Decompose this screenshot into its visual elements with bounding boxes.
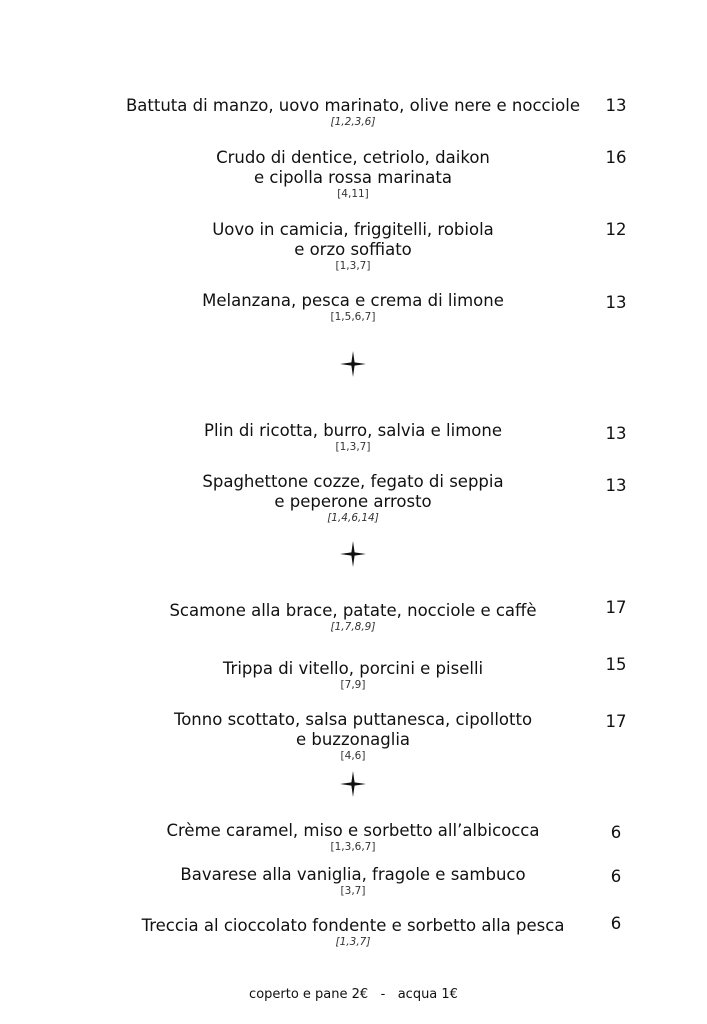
menu-item [110,601,596,634]
allergen-codes: [4,6] [340,750,366,762]
menu-item [110,220,596,273]
footer-divider: - [380,987,386,1002]
allergen-codes: [7,9] [340,679,366,691]
dish-price: 13 [605,424,627,443]
menu-item [110,96,596,129]
dish-name-line-2: e cipolla rossa marinata [254,168,452,187]
dish-name-line-2: e buzzonaglia [295,730,411,749]
cover-charge: coperto e pane 2€ [249,987,369,1002]
menu-item [110,821,596,854]
dish-price: 6 [610,914,622,933]
dish-name: Bavarese alla vaniglia, fragole e sambuco [180,865,526,884]
dish-price: 6 [610,867,622,886]
menu-item [110,421,596,454]
menu-item [110,291,596,324]
footer-note [0,987,707,1002]
allergen-codes: [1,3,7] [335,260,371,272]
four-point-star-icon [338,349,368,379]
dish-price: 6 [610,823,622,842]
allergen-codes: [1,2,3,6] [330,116,376,128]
dish-name: Scamone alla brace, patate, nocciole e caffè [169,601,537,620]
allergen-codes: [1,3,7] [335,441,371,453]
dish-price: 13 [605,96,627,115]
dish-price: 15 [605,655,627,674]
dish-name: Melanzana, pesca e crema di limone [202,291,504,310]
dish-name: Trippa di vitello, porcini e piselli [222,659,484,678]
menu-item [110,865,596,898]
dish-name: Treccia al cioccolato fondente e sorbetto alla pesca [141,916,565,935]
menu-item [110,710,596,763]
menu-item [110,659,596,692]
allergen-codes: [1,3,7] [335,936,371,948]
dish-price: 17 [605,712,627,731]
water-charge: acqua 1€ [397,987,458,1002]
allergen-codes: [1,7,8,9] [330,621,376,633]
dish-name: Plin di ricotta, burro, salvia e limone [204,421,502,440]
dish-price: 13 [605,293,627,312]
menu-item [110,916,596,949]
menu-item [110,472,596,525]
allergen-codes: [4,11] [337,188,369,200]
dish-price: 17 [605,598,627,617]
dish-name-line-2: e orzo soffiato [294,240,412,259]
dish-name: Crème caramel, miso e sorbetto all’albicocca [166,821,540,840]
four-point-star-icon [338,539,368,569]
dish-price: 12 [605,220,627,239]
allergen-codes: [1,5,6,7] [330,311,376,323]
allergen-codes: [1,3,6,7] [330,841,376,853]
dish-name: Crudo di dentice, cetriolo, daikon [216,148,490,167]
dish-name: Tonno scottato, salsa puttanesca, cipollotto [173,710,533,729]
four-point-star-icon [338,769,368,799]
allergen-codes: [3,7] [340,885,366,897]
dish-name: Uovo in camicia, friggitelli, robiola [212,220,494,239]
dish-price: 13 [605,476,627,495]
dish-price: 16 [605,148,627,167]
menu-item [110,148,596,201]
allergen-codes: [1,4,6,14] [327,512,379,524]
dish-name: Battuta di manzo, uovo marinato, olive nere e nocciole [125,96,581,115]
dish-name-line-2: e peperone arrosto [274,492,432,511]
dish-name: Spaghettone cozze, fegato di seppia [202,472,504,491]
